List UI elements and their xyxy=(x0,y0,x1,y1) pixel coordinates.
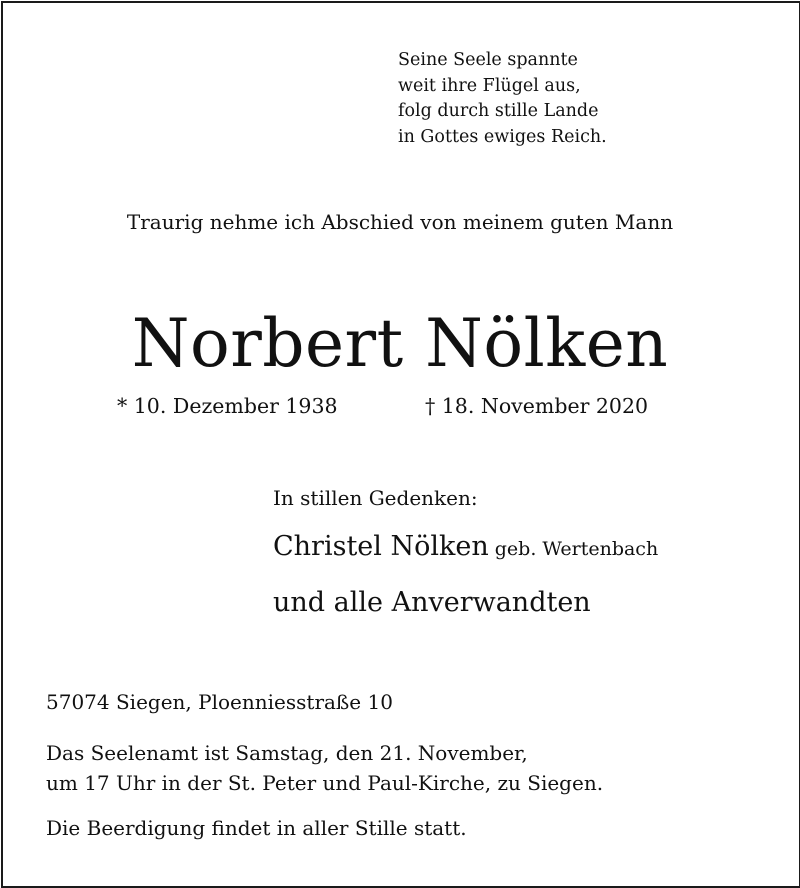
widow-maiden-name: geb. Wertenbach xyxy=(494,538,659,560)
intro-text: Traurig nehme ich Abschied von meinem guten Mann xyxy=(126,210,674,234)
widow-name: Christel Nölken xyxy=(273,531,489,562)
death-date: † 18. November 2020 xyxy=(425,394,649,418)
poem-line: Seine Seele spannte xyxy=(398,50,578,70)
widow xyxy=(273,531,658,562)
service-line: Das Seelenamt ist Samstag, den 21. November, xyxy=(46,741,528,765)
memory-heading: In stillen Gedenken: xyxy=(273,486,478,510)
poem-line: weit ihre Flügel aus, xyxy=(398,75,581,96)
service-info xyxy=(46,738,603,798)
relatives: und alle Anverwandten xyxy=(273,587,591,618)
poem xyxy=(398,48,607,150)
deceased-name: Norbert Nölken xyxy=(131,305,669,382)
burial-info: Die Beerdigung findet in aller Stille statt. xyxy=(46,816,467,840)
poem-line: folg durch stille Lande xyxy=(398,101,599,121)
birth-date: * 10. Dezember 1938 xyxy=(117,394,338,418)
poem-line: in Gottes ewiges Reich. xyxy=(398,126,607,147)
address: 57074 Siegen, Ploenniesstraße 10 xyxy=(46,690,393,714)
service-line: um 17 Uhr in der St. Peter und Paul-Kirche, zu Siegen. xyxy=(46,771,604,795)
